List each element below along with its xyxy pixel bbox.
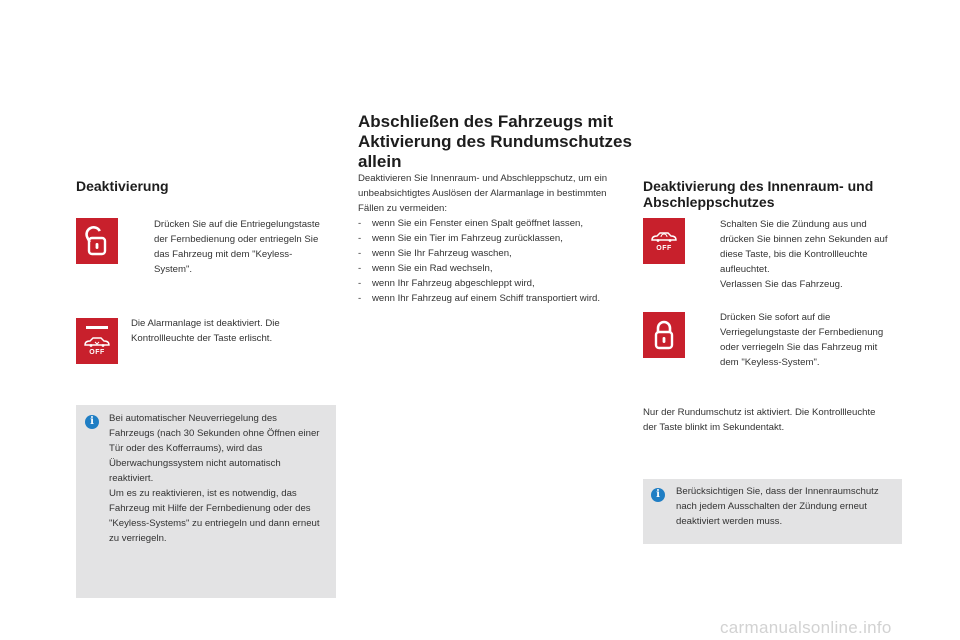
list-item-text: wenn Sie ein Fenster einen Spalt geöffnet lassen,: [372, 218, 584, 229]
list-item-text: wenn Sie ein Rad wechseln,: [372, 263, 493, 274]
dash-marker: -: [358, 278, 362, 289]
locked-padlock-icon: [650, 319, 678, 351]
list-item: [358, 276, 626, 291]
bullet-marker: [140, 217, 154, 277]
list-item-text: wenn Ihr Fahrzeug abgeschleppt wird,: [372, 278, 535, 289]
bullet-marker: [706, 277, 720, 292]
left-result-text: Die Alarmanlage ist deaktiviert. Die Kontrollleuchte der Taste erlischt.: [131, 318, 280, 344]
heading-abschliessen: Abschließen des Fahrzeugs mit Aktivierung des Rundumschutzes allein: [358, 112, 632, 171]
info-icon: i: [85, 415, 99, 429]
dash-marker: -: [358, 233, 362, 244]
car-interior-icon: [649, 230, 679, 244]
middle-list: [358, 216, 626, 306]
right-note-box: [643, 479, 902, 544]
left-note-line-2: Um es zu reaktivieren, ist es notwendig, das Fahrzeug mit Hilfe der Fernbedienung oder des "Keyless-Systems" zu entriegeln und dann erneut zu verriegeln.: [109, 488, 320, 544]
indicator-bar: [86, 326, 108, 329]
list-item-text: wenn Sie Ihr Fahrzeug waschen,: [372, 248, 512, 259]
heading-deaktivierung-innenraum: Deaktivierung des Innenraum- und Abschleppschutzes: [643, 178, 874, 210]
left-note-line-1: Bei automatischer Neuverriegelung des Fahrzeugs (nach 30 Sekunden ohne Öffnen einer Tür oder des Kofferraums), wird das Überwachungssystem nicht automatisch reaktiviert.: [109, 413, 320, 484]
list-item: [358, 246, 626, 261]
dash-marker: -: [358, 293, 362, 304]
dash-marker: -: [358, 248, 362, 259]
bullet-marker: [706, 310, 720, 370]
interior-off-button-icon: [643, 218, 685, 264]
list-item-text: wenn Ihr Fahrzeug auf einem Schiff transportiert wird.: [372, 293, 601, 304]
list-item: [358, 216, 626, 231]
bullet-marker: [706, 217, 720, 277]
info-icon: i: [651, 488, 665, 502]
off-label: OFF: [656, 245, 672, 252]
alarm-off-button-icon: [76, 318, 118, 364]
middle-body: [358, 171, 626, 306]
right-step-3-text: Drücken Sie sofort auf die Verriegelungstaste der Fernbedienung oder verriegeln Sie das Fahrzeug mit dem "Keyless-System".: [720, 312, 884, 368]
middle-intro: Deaktivieren Sie Innenraum- und Abschleppschutz, um ein unbeabsichtigtes Auslösen der Alarmanlage in bestimmten Fällen zu vermeiden:: [358, 173, 608, 214]
unlock-button-icon: [76, 218, 118, 264]
list-item-text: wenn Sie ein Tier im Fahrzeug zurücklassen,: [372, 233, 563, 244]
dash-marker: -: [358, 218, 362, 229]
left-note-text: [109, 411, 324, 546]
right-result-text: Nur der Rundumschutz ist aktiviert. Die Kontrollleuchte der Taste blinkt im Sekundentakt.: [643, 407, 876, 433]
left-step-1: [140, 217, 328, 277]
left-note-box: [76, 405, 336, 598]
right-step-2-text: Verlassen Sie das Fahrzeug.: [720, 279, 843, 290]
list-item: [358, 231, 626, 246]
watermark: carmanualsonline.info: [720, 618, 892, 637]
dash-marker: -: [358, 263, 362, 274]
right-steps-1-2: [706, 217, 896, 292]
right-step-3: [706, 310, 896, 370]
right-note-text: Berücksichtigen Sie, dass der Innenraumschutz nach jedem Ausschalten der Zündung erneut deaktiviert werden muss.: [676, 486, 879, 527]
left-step-1-text: Drücken Sie auf die Entriegelungstaste der Fernbedienung oder entriegeln Sie das Fahrzeug mit dem "Keyless-System".: [154, 219, 320, 275]
right-step-1-text: Schalten Sie die Zündung aus und drücken Sie binnen zehn Sekunden auf diese Taste, bis die Kontrollleuchte aufleuchtet.: [720, 219, 888, 275]
heading-deaktivierung: Deaktivierung: [76, 178, 169, 194]
unlocked-padlock-icon: [83, 225, 111, 257]
lock-button-icon: [643, 312, 685, 358]
car-alarm-icon: [82, 336, 112, 348]
off-label: OFF: [89, 349, 105, 356]
list-item: [358, 261, 626, 276]
list-item: [358, 291, 626, 306]
